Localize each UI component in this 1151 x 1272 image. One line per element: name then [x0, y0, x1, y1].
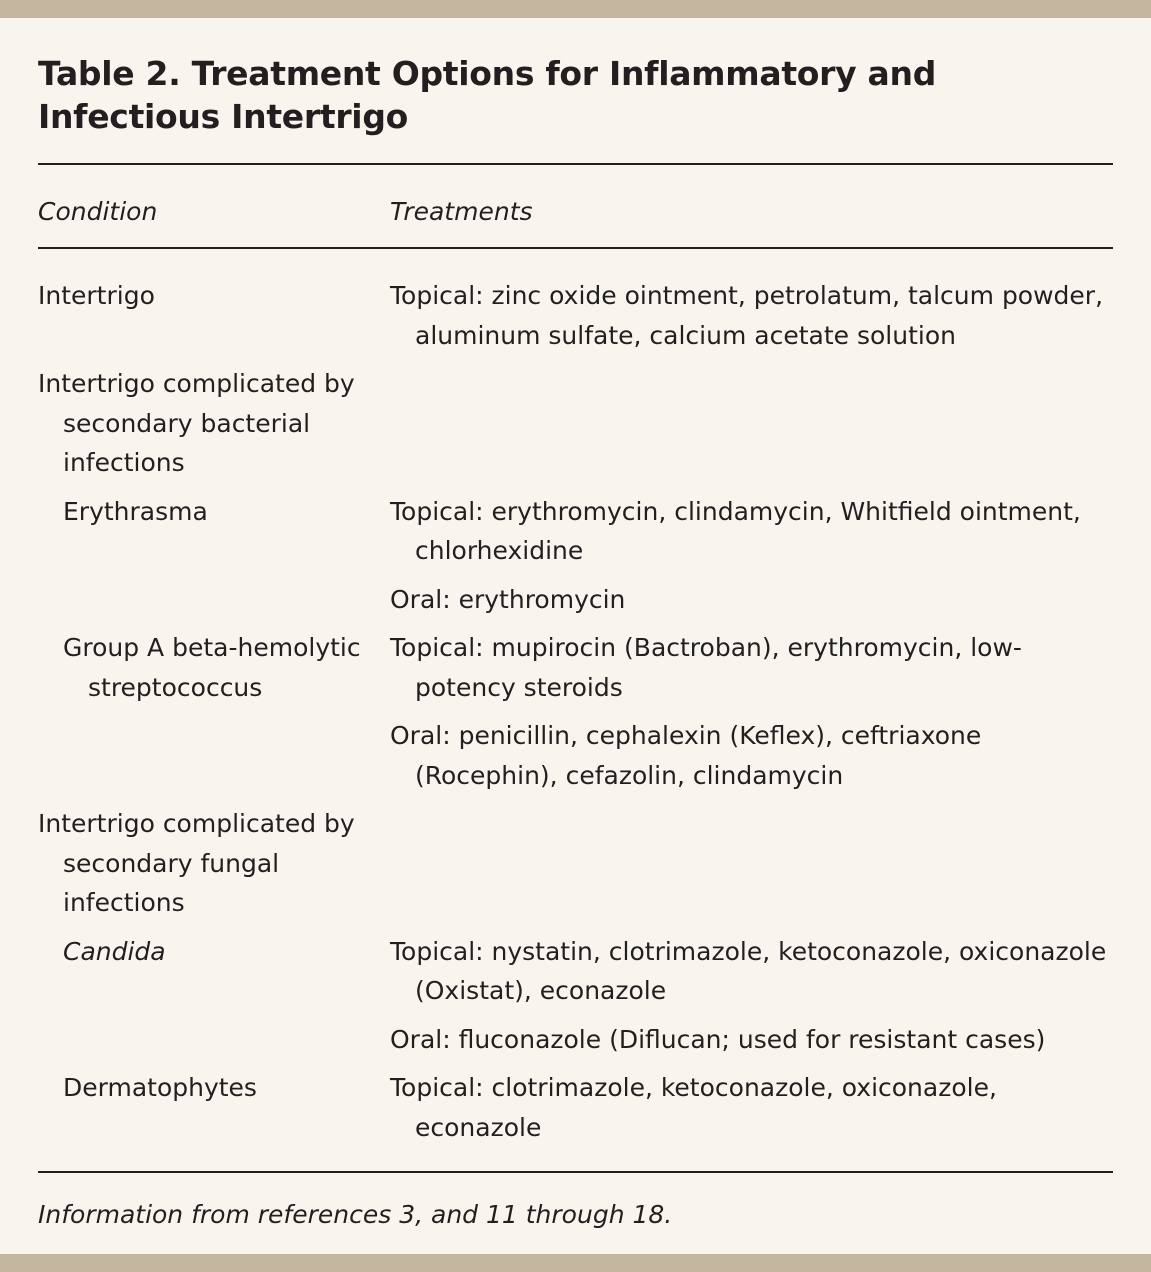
bottom-rule — [38, 1171, 1113, 1173]
table-row — [38, 628, 1113, 795]
treatments-cell — [390, 1068, 1113, 1147]
condition-cell: Intertrigo — [38, 281, 155, 310]
table-header — [38, 195, 1113, 229]
condition-cell: Group A beta-hemolytic streptococcus — [63, 633, 361, 702]
table-body — [38, 276, 1113, 1147]
treatments-cell — [390, 804, 1113, 923]
treatment-item: Topical: erythromycin, clindamycin, Whitfield ointment, chlorhexidine — [390, 496, 1081, 565]
bottom-border — [0, 1254, 1151, 1272]
table-container — [38, 52, 1113, 1232]
table-row — [38, 276, 1113, 355]
condition-cell: Erythrasma — [63, 496, 208, 526]
treatment-item: Oral: penicillin, cephalexin (Keflex), ceftriaxone (Rocephin), cefazolin, clindamycin — [390, 721, 982, 790]
top-border — [0, 0, 1151, 18]
treatments-cell — [390, 628, 1113, 795]
treatment-item: Topical: mupirocin (Bactroban), erythromycin, low-potency steroids — [390, 633, 1022, 702]
condition-cell: Intertrigo complicated by secondary fungal infections — [38, 809, 355, 917]
table-row — [38, 1068, 1113, 1147]
treatment-item: Oral: fluconazole (Diflucan; used for resistant cases) — [390, 1024, 1046, 1054]
condition-cell: Intertrigo complicated by secondary bacterial infections — [38, 369, 355, 477]
treatment-item: Topical: zinc oxide ointment, petrolatum, talcum powder, aluminum sulfate, calcium acetate solution — [390, 281, 1104, 350]
top-rule — [38, 163, 1113, 165]
table-row — [38, 932, 1113, 1060]
table-title: Table 2. Treatment Options for Inflammatory and Infectious Intertrigo — [38, 54, 937, 136]
condition-column-header: Condition — [38, 197, 158, 226]
treatment-item: Topical: nystatin, clotrimazole, ketoconazole, oxiconazole (Oxistat), econazole — [390, 936, 1107, 1005]
treatments-cell — [390, 932, 1113, 1060]
condition-cell: Candida — [63, 936, 166, 966]
treatment-item: Oral: erythromycin — [390, 584, 626, 614]
header-rule — [38, 247, 1113, 249]
treatments-cell — [390, 276, 1113, 355]
treatments-cell — [390, 492, 1113, 620]
condition-cell: Dermatophytes — [63, 1073, 257, 1102]
table-footnote: Information from references 3, and 11 through 18. — [38, 1200, 673, 1229]
treatment-item: Topical: clotrimazole, ketoconazole, oxiconazole, econazole — [390, 1073, 997, 1142]
treatments-cell — [390, 364, 1113, 483]
table-row — [38, 804, 1113, 923]
treatments-column-header: Treatments — [390, 197, 533, 226]
table-row — [38, 492, 1113, 620]
table-row — [38, 364, 1113, 483]
